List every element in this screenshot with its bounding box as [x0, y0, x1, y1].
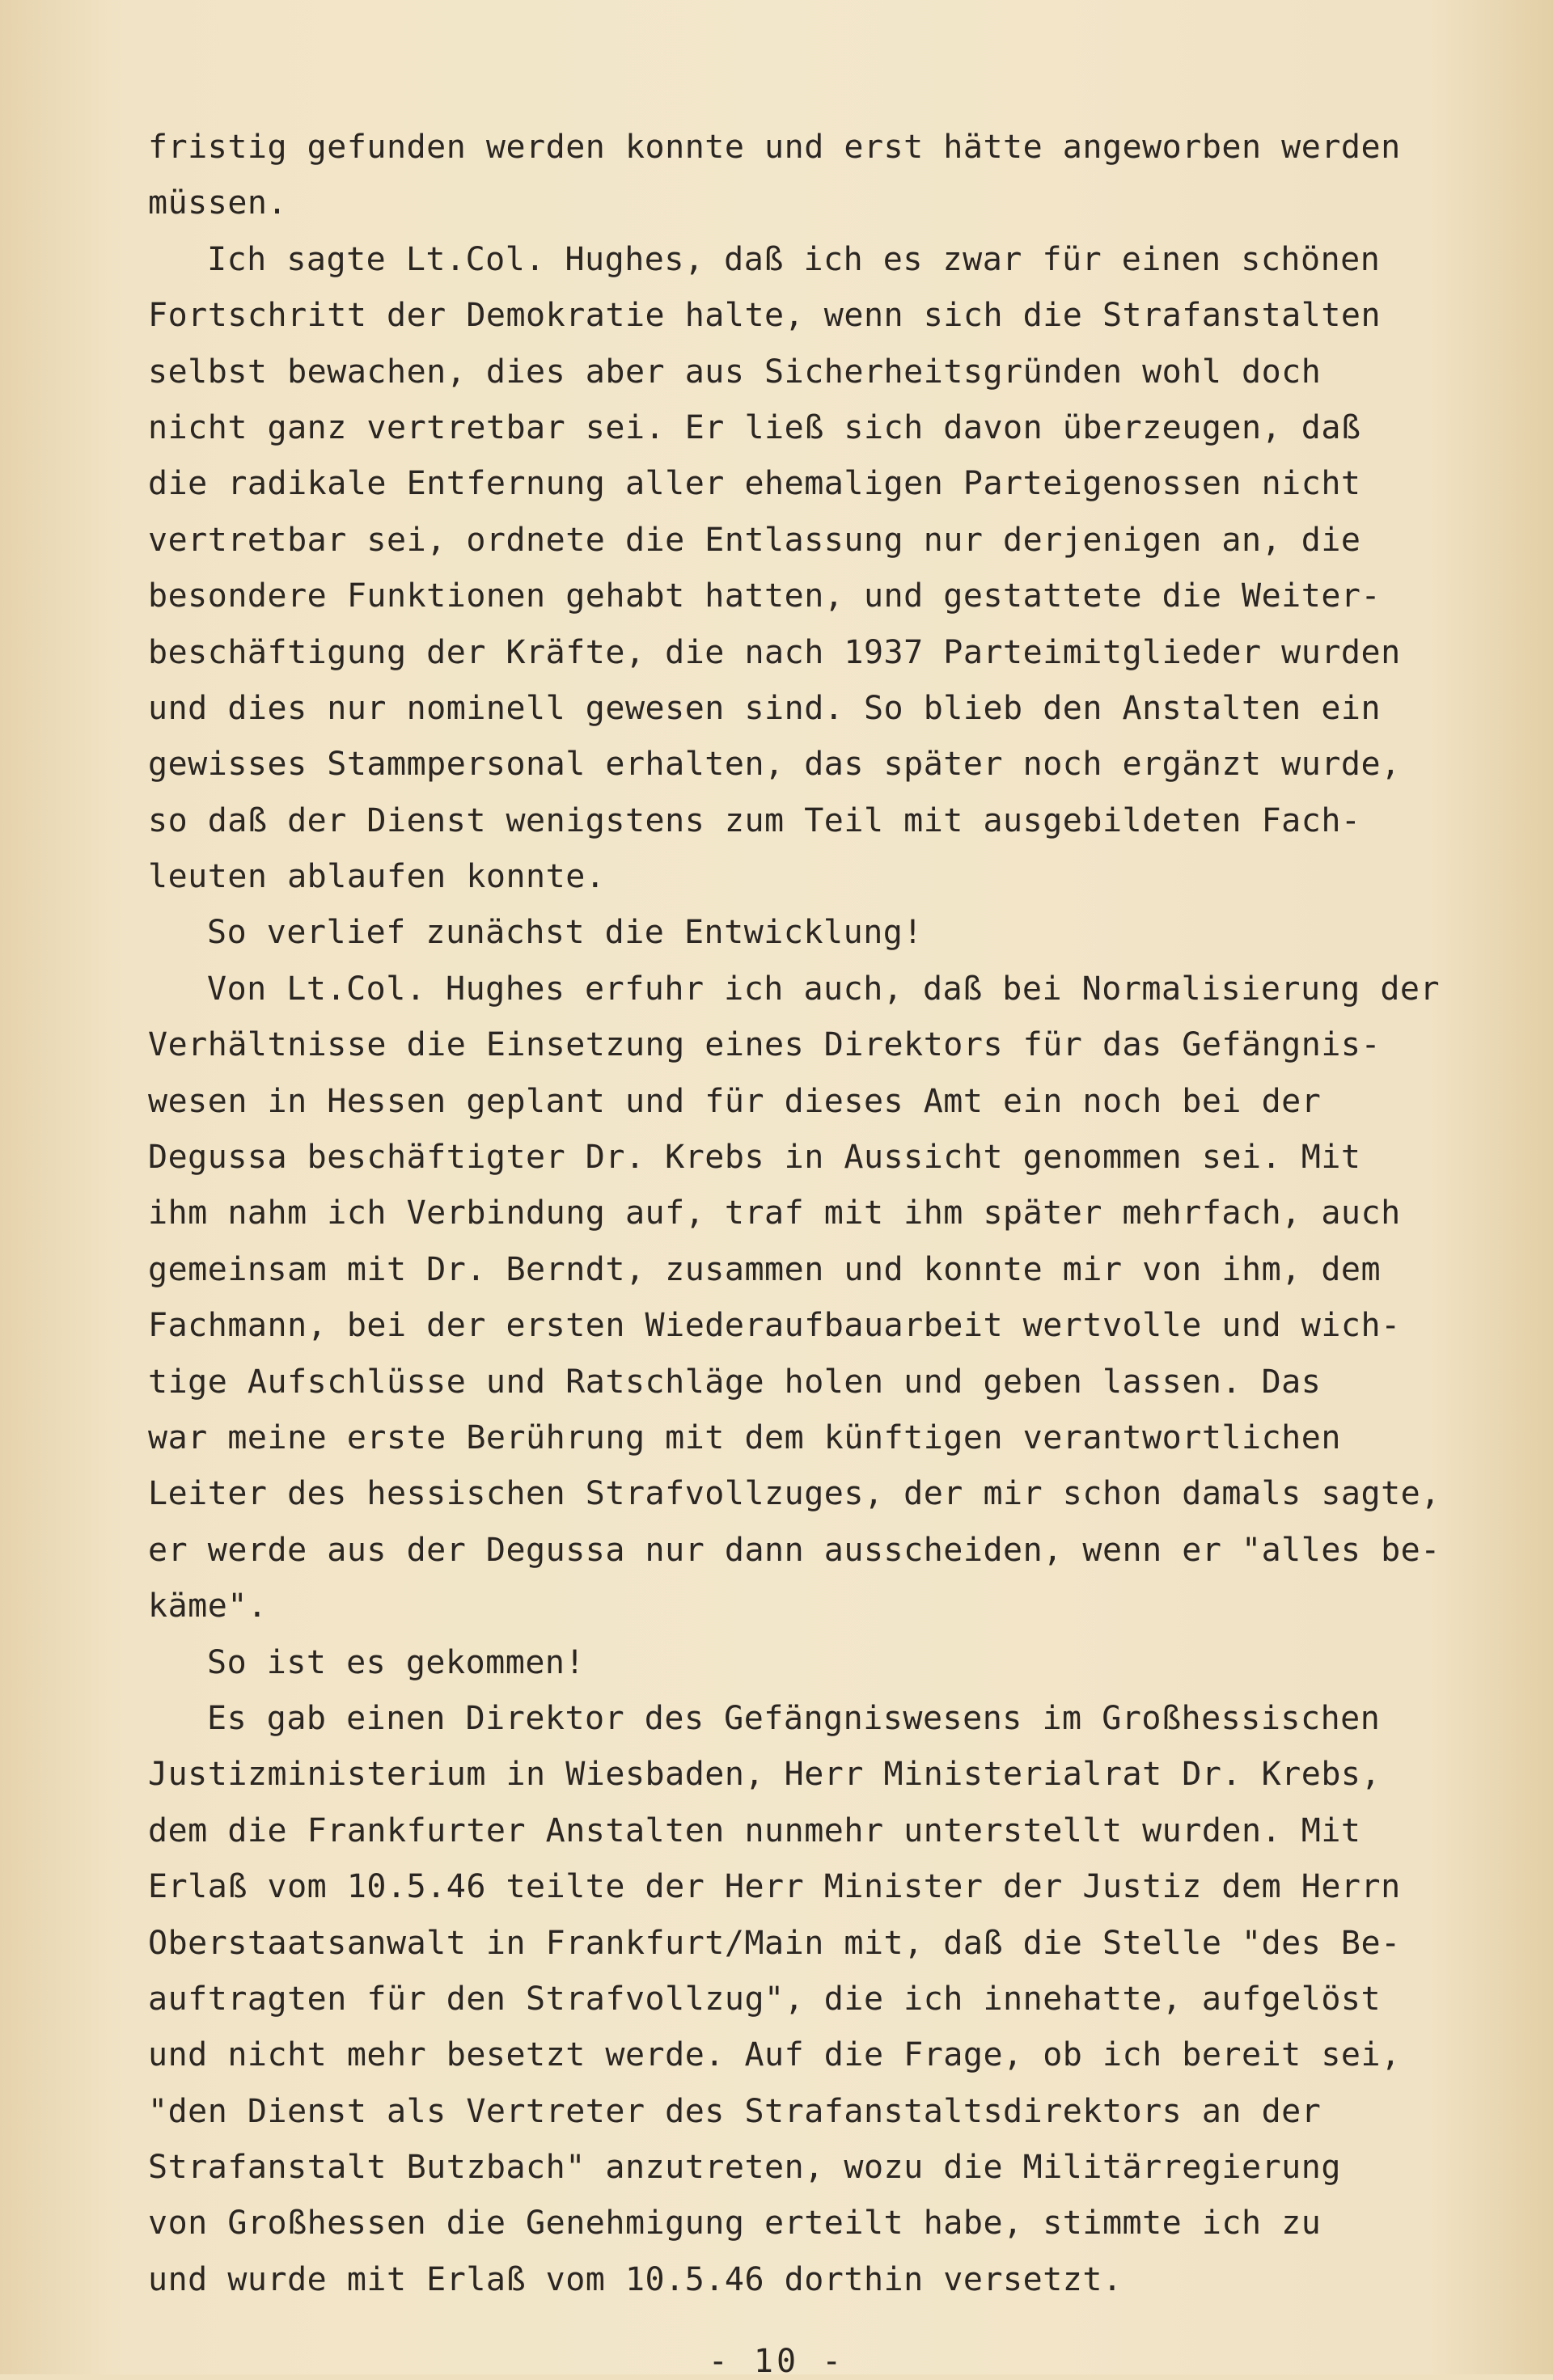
text-line: tige Aufschlüsse und Ratschläge holen und geben lassen. Das [148, 1363, 1322, 1401]
text-line: er werde aus der Degussa nur dann ausscheiden, wenn er "alles be- [148, 1531, 1441, 1569]
text-line: Degussa beschäftigter Dr. Krebs in Aussicht genommen sei. Mit [148, 1139, 1361, 1177]
text-line: nicht ganz vertretbar sei. Er ließ sich davon überzeugen, daß [148, 408, 1361, 446]
text-line: käme". [148, 1587, 268, 1625]
text-line: gewisses Stammpersonal erhalten, das später noch ergänzt wurde, [148, 746, 1401, 784]
text-line: auftragten für den Strafvollzug", die ich innehatte, aufgelöst [148, 1980, 1382, 2018]
text-line: Fachmann, bei der ersten Wiederaufbauarbeit wertvolle und wich- [148, 1307, 1401, 1345]
typewritten-text-body [148, 120, 1450, 2308]
text-line: Strafanstalt Butzbach" anzutreten, wozu die Militärregierung [148, 2149, 1341, 2187]
text-line: war meine erste Berührung mit dem künftigen verantwortlichen [148, 1418, 1341, 1456]
text-line: und nicht mehr besetzt werde. Auf die Frage, ob ich bereit sei, [148, 2036, 1401, 2074]
text-line: Fortschritt der Demokratie halte, wenn sich die Strafanstalten [148, 297, 1382, 335]
text-line: Oberstaatsanwalt in Frankfurt/Main mit, daß die Stelle "des Be- [148, 1924, 1401, 1962]
text-line: fristig gefunden werden konnte und erst hätte angeworben werden [148, 129, 1401, 166]
page-number: - 10 - [708, 2343, 845, 2380]
text-line: selbst bewachen, dies aber aus Sicherheitsgründen wohl doch [148, 353, 1322, 391]
text-line: müssen. [148, 184, 288, 222]
text-line: von Großhessen die Genehmigung erteilt habe, stimmte ich zu [148, 2205, 1322, 2243]
text-line: gemeinsam mit Dr. Berndt, zusammen und konnte mir von ihm, dem [148, 1250, 1382, 1288]
text-line: Verhältnisse die Einsetzung eines Direktors für das Gefängnis- [148, 1026, 1382, 1064]
text-line: Es gab einen Direktor des Gefängniswesens im Großhessischen [207, 1699, 1381, 1737]
text-line: Erlaß vom 10.5.46 teilte der Herr Minister der Justiz dem Herrn [148, 1868, 1401, 1906]
text-line: ihm nahm ich Verbindung auf, traf mit ihm später mehrfach, auch [148, 1194, 1401, 1232]
text-line: Leiter des hessischen Strafvollzuges, der mir schon damals sagte, [148, 1475, 1441, 1513]
text-line: Von Lt.Col. Hughes erfuhr ich auch, daß bei Normalisierung der [207, 970, 1441, 1008]
text-line: besondere Funktionen gehabt hatten, und gestattete die Weiter- [148, 577, 1382, 615]
text-line: dem die Frankfurter Anstalten nunmehr unterstellt wurden. Mit [148, 1811, 1361, 1849]
text-line: so daß der Dienst wenigstens zum Teil mit ausgebildeten Fach- [148, 801, 1361, 839]
text-line: vertretbar sei, ordnete die Entlassung nur derjenigen an, die [148, 521, 1361, 559]
text-line: und wurde mit Erlaß vom 10.5.46 dorthin versetzt. [148, 2260, 1123, 2298]
text-line: So verlief zunächst die Entwicklung! [207, 914, 923, 952]
text-line: leuten ablaufen konnte. [148, 858, 606, 896]
text-line: Ich sagte Lt.Col. Hughes, daß ich es zwar für einen schönen [207, 240, 1381, 278]
text-line: Justizministerium in Wiesbaden, Herr Ministerialrat Dr. Krebs, [148, 1756, 1382, 1794]
text-line: die radikale Entfernung aller ehemaligen Parteigenossen nicht [148, 465, 1361, 503]
text-line: und dies nur nominell gewesen sind. So blieb den Anstalten ein [148, 689, 1382, 727]
text-line: "den Dienst als Vertreter des Strafanstaltsdirektors an der [148, 2092, 1322, 2130]
text-line: wesen in Hessen geplant und für dieses Amt ein noch bei der [148, 1082, 1322, 1120]
text-line: beschäftigung der Kräfte, die nach 1937 Parteimitglieder wurden [148, 633, 1401, 671]
text-line: So ist es gekommen! [207, 1643, 586, 1681]
